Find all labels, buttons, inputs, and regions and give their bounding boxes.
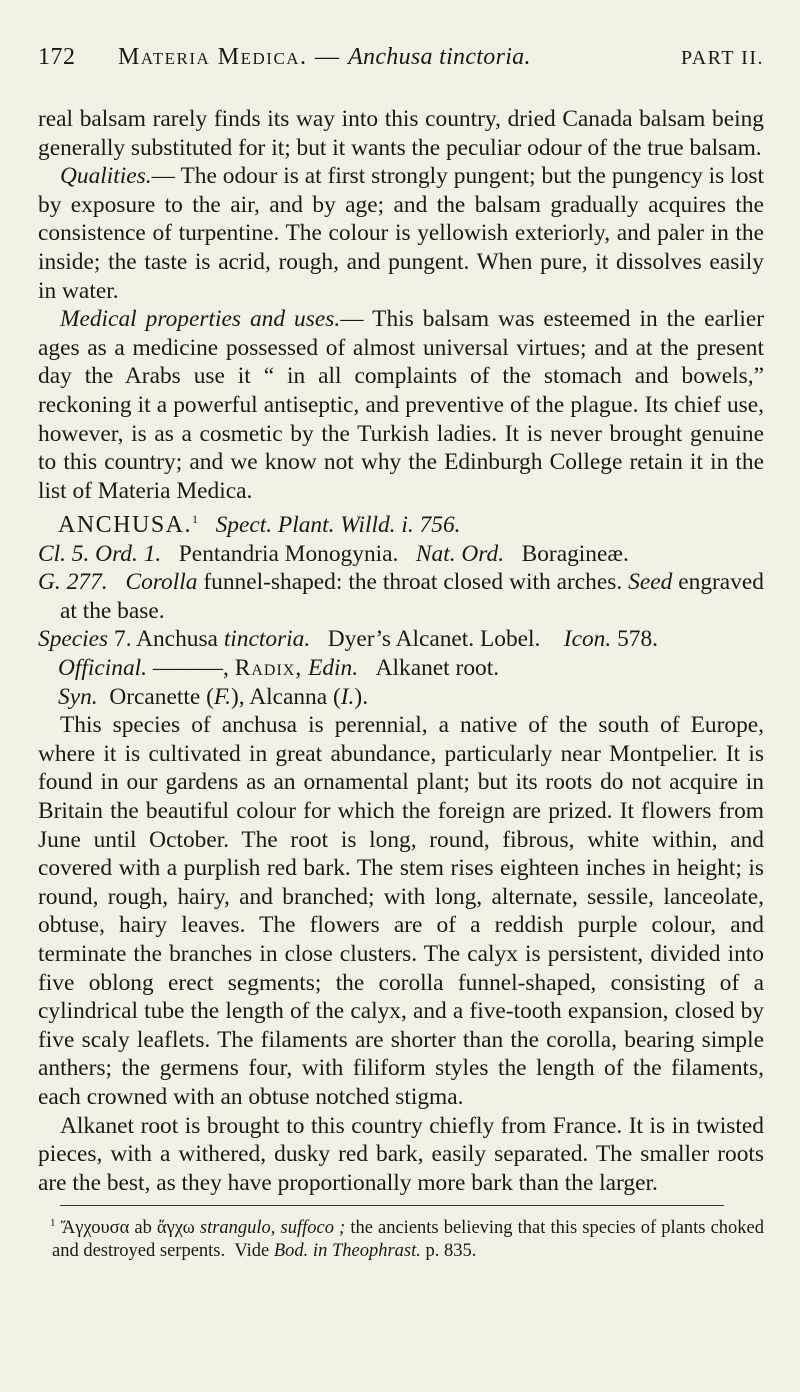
qualities-text: — The odour is at first strongly pungent; but the pungency is lost by exposure to the air, and by age; and the balsam gradually acquires the consistence of turpentine. The colour is yellowish exteriorly, and paler in the inside; the taste is acrid, rough, and pungent. When pure, it dissolves easily in water. [38, 163, 764, 304]
qualities-label: Qualities. [60, 163, 152, 190]
classification-line [38, 540, 764, 569]
entry-reference: Spect. Plant. Willd. i. 756. [215, 512, 461, 539]
synonym-french: Orcanette ( [109, 683, 214, 710]
genus-seed-text: engraved at the base. [60, 569, 764, 624]
part-label: PART II. [680, 47, 764, 69]
genus-number: G. 277. [38, 569, 108, 596]
medical-label: Medical properties and uses. [60, 306, 341, 333]
species-epithet: tinctoria. [223, 626, 311, 653]
class-name: Pentandria Monogynia. [178, 540, 399, 567]
running-title-text: Materia Medica. — [118, 44, 349, 70]
officinal-dash: ———, [152, 655, 235, 682]
natural-order: Boragineæ. [521, 540, 629, 567]
medical-text: — This balsam was esteemed in the earlier ages as a medicine possessed of almost universal virtues; and at the present day the Arabs use it “ in all complaints of the stomach and bowels,” reckoning it a powerful antiseptic, and preventive of the plague. Its chief use, however, is as a cosmetic by the Turkish ladies. It is never brought genuine to this country; and we know not why the Edinburgh College retain it in the list of Materia Medica. [38, 306, 764, 504]
class-order: Cl. 5. Ord. 1. [38, 540, 162, 567]
entry-name: ANCHUSA. [58, 512, 193, 539]
synonym-french-lang: F. [213, 683, 231, 710]
paragraph-description: This species of anchusa is perennial, a native of the south of Europe, where it is cultivated in great abundance, particularly near Montpelier. It is found in our gardens as an ornamental plant; but its roots do not acquire in Britain the beautiful colour for which the foreign are prized. It flowers from June until October. The root is long, round, fibrous, white within, and covered with a purplish red bark. The stem rises eighteen inches in height; is round, rough, hairy, and branched; with long, alternate, sessile, lanceolate, obtuse, hairy leaves. The flowers are of a reddish purple colour, and terminate the branches in close clusters. The calyx is persistent, divided into five oblong erect segments; the corolla funnel-shaped, consisting of a cylindrical tube the length of the calyx, and a five-tooth expansion, closed by five scaly leaflets. The filaments are shorter than the corolla, bearing simple anthers; the germens four, with filiform styles the length of the filaments, each crowned with an obtuse notched stigma. [38, 712, 764, 1110]
icon-label: Icon. [563, 626, 612, 653]
page-number: 172 [38, 44, 76, 70]
footnote-greek: Ἄγχουσα ab ἄγχω [60, 1218, 195, 1239]
main-text [38, 105, 764, 1197]
genus-corolla-text: funnel-shaped: the throat closed with arches. [203, 569, 623, 596]
synonym-line [38, 683, 764, 712]
running-head [38, 44, 764, 71]
footnote-rule [60, 1205, 724, 1206]
synonym-close: ). [354, 683, 369, 710]
paragraph-qualities [38, 162, 764, 305]
icon-number: 578. [617, 626, 659, 653]
running-title-species: Anchusa tinctoria. [348, 44, 531, 70]
officinal-label: Officinal. [58, 655, 148, 682]
synonym-italian: ), Alcanna ( [231, 683, 341, 710]
paragraph-continued: real balsam rarely finds its way into this country, dried Canada balsam being generally substituted for it; but it wants the peculiar odour of the true balsam. [38, 106, 764, 161]
genus-seed-label: Seed [628, 569, 673, 596]
footnote-source: Bod. in Theophrast. [273, 1240, 421, 1261]
natural-order-label: Nat. Ord. [415, 540, 505, 567]
running-title [118, 44, 681, 71]
footnote [38, 1212, 764, 1261]
synonym-label: Syn. [58, 683, 98, 710]
paragraph-alkanet-root: Alkanet root is brought to this country chiefly from France. It is in twisted pieces, with a withered, dusky red bark, easily separated. The smaller roots are the best, as they have proportionally more bark than the larger. [38, 1112, 764, 1196]
genus-corolla-label: Corolla [125, 569, 198, 596]
footnote-latin: strangulo, suffoco ; [199, 1218, 346, 1239]
species-line [38, 625, 764, 654]
officinal-part: Radix, [234, 655, 303, 682]
footnote-mark: 1 [50, 1217, 56, 1230]
synonym-italian-lang: I. [340, 683, 355, 710]
genus-line [38, 568, 764, 625]
entry-note-mark: 1 [192, 512, 199, 527]
paragraph-medical [38, 305, 764, 505]
footnote-vide: Vide [234, 1240, 270, 1261]
species-number: 7. Anchusa [114, 626, 218, 653]
officinal-pharmacopoeia: Edin. [308, 655, 359, 682]
footnote-text: the ancients believing that this species of plants choked and destroyed serpents. [52, 1218, 765, 1261]
entry-heading [38, 505, 764, 539]
officinal-name: Alkanet root. [375, 655, 500, 682]
officinal-line [38, 654, 764, 683]
species-label: Species [38, 626, 109, 653]
footnote-page: p. 835. [425, 1240, 477, 1261]
species-common: Dyer’s Alcanet. Lobel. [327, 626, 541, 653]
